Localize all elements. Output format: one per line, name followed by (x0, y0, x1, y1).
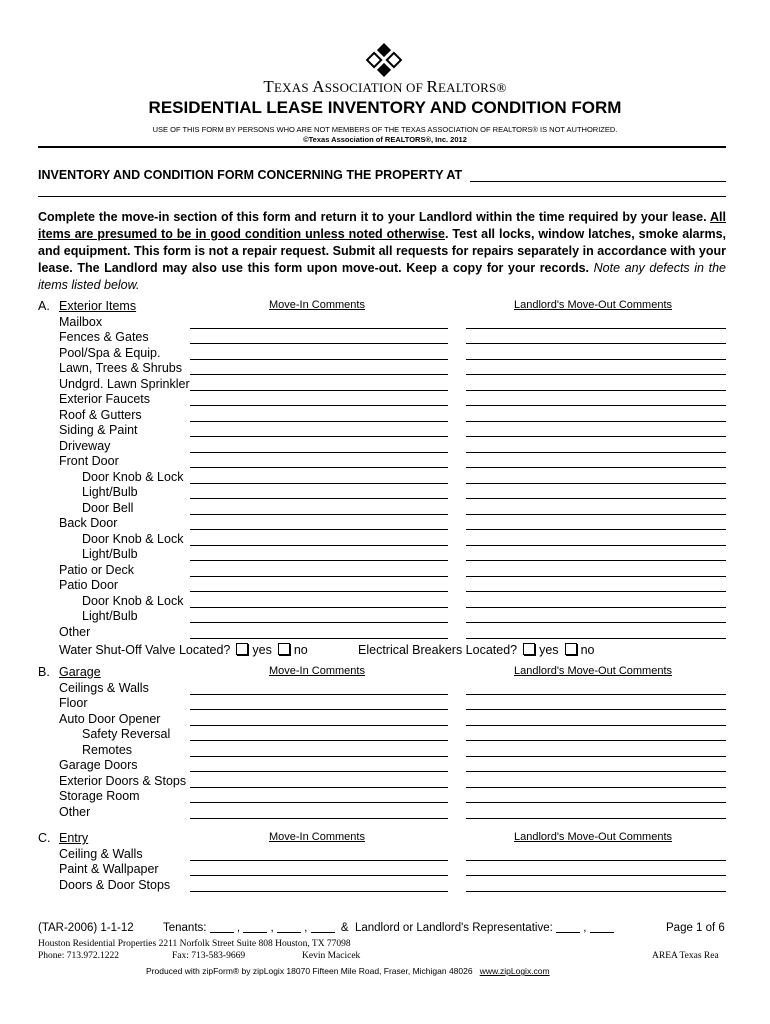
move-out-comment-field[interactable] (466, 359, 726, 360)
move-in-comment-field[interactable] (190, 328, 448, 329)
move-out-comment-field[interactable] (466, 343, 726, 344)
item-label: Patio or Deck (59, 562, 135, 577)
item-label: Light/Bulb (82, 547, 138, 561)
section-b-title: Garage (59, 665, 101, 679)
section-c-title: Entry (59, 831, 89, 845)
broker-company: Houston Residential Properties 2211 Norfolk Street Suite 808 Houston, TX 77098 (38, 939, 351, 949)
move-out-comment-field[interactable] (466, 622, 726, 623)
shutoff-valve-question: Water Shut-Off Valve Located? yes no (59, 643, 308, 657)
move-in-comment-field[interactable] (190, 694, 448, 695)
page-number: Page 1 of 6 (666, 922, 725, 934)
move-in-header-c: Move-In Comments (269, 831, 365, 843)
move-in-comment-field[interactable] (190, 467, 448, 468)
item-label: Front Door (59, 454, 119, 468)
move-in-comment-field[interactable] (190, 576, 448, 577)
move-in-comment-field[interactable] (190, 802, 448, 803)
move-out-header-c: Landlord's Move-Out Comments (514, 831, 672, 843)
move-in-comment-field[interactable] (190, 343, 448, 344)
move-in-comment-field[interactable] (190, 390, 448, 391)
breakers-yes-checkbox[interactable] (523, 643, 535, 655)
move-out-comment-field[interactable] (466, 818, 726, 819)
item-label: Pool/Spa & Equip. (59, 345, 161, 360)
move-in-comment-field[interactable] (190, 591, 448, 592)
move-in-comment-field[interactable] (190, 891, 448, 892)
move-out-comment-field[interactable] (466, 607, 726, 608)
move-out-comment-field[interactable] (466, 436, 726, 437)
move-in-comment-field[interactable] (190, 860, 448, 861)
landlord-initial-2[interactable] (590, 922, 614, 933)
move-in-comment-field[interactable] (190, 771, 448, 772)
instructions: Complete the move-in section of this form and return it to your Landlord within the time required by your lease. All items are presumed to be in good condition unless noted otherwise. Test all locks, window latches, smoke alarms, and equipment. This form is not a repair request. Submit all requests for repairs separately in accordance with your lease. The Landlord may also use this form upon move-out. Keep a copy for your records. Note any defects in the items listed below. (38, 210, 727, 292)
item-label: Exterior Faucets (59, 392, 151, 406)
move-in-comment-field[interactable] (190, 374, 448, 375)
move-in-comment-field[interactable] (190, 452, 448, 453)
move-out-comment-field[interactable] (466, 576, 726, 577)
move-in-comment-field[interactable] (190, 514, 448, 515)
item-label: Mailbox (59, 314, 103, 329)
move-in-comment-field[interactable] (190, 529, 448, 530)
item-label: Safety Reversal (82, 727, 171, 741)
organization-name: TEXAS ASSOCIATION OF REALTORS® (263, 77, 507, 96)
move-in-comment-field[interactable] (190, 787, 448, 788)
item-label: Light/Bulb (82, 485, 138, 499)
move-out-comment-field[interactable] (466, 875, 726, 876)
move-out-comment-field[interactable] (466, 591, 726, 592)
item-label: Siding & Paint (59, 423, 138, 437)
item-label: Door Knob & Lock (82, 593, 184, 608)
item-label: Undgrd. Lawn Sprinkler (59, 376, 190, 391)
item-label: Back Door (59, 516, 118, 530)
tenant-initial-3[interactable] (277, 922, 301, 933)
item-label: Ceilings & Walls (59, 680, 149, 695)
item-label: Driveway (59, 438, 111, 453)
property-address-field[interactable] (470, 181, 726, 182)
move-out-comment-field[interactable] (466, 390, 726, 391)
header-divider (38, 146, 726, 148)
move-out-comment-field[interactable] (466, 860, 726, 861)
move-out-comment-field[interactable] (466, 802, 726, 803)
item-label: Light/Bulb (82, 609, 138, 623)
item-label: Exterior Doors & Stops (59, 773, 187, 788)
move-out-comment-field[interactable] (466, 498, 726, 499)
item-label: Lawn, Trees & Shrubs (59, 361, 182, 375)
item-label: Door Bell (82, 500, 134, 515)
item-label: Door Knob & Lock (82, 531, 184, 546)
move-in-comment-field[interactable] (190, 498, 448, 499)
move-out-comment-field[interactable] (466, 483, 726, 484)
move-out-comment-field[interactable] (466, 514, 726, 515)
move-out-comment-field[interactable] (466, 545, 726, 546)
move-out-comment-field[interactable] (466, 328, 726, 329)
section-b-letter: B. (38, 665, 50, 679)
move-in-comment-field[interactable] (190, 818, 448, 819)
property-address-label: INVENTORY AND CONDITION FORM CONCERNING THE PROPERTY AT (38, 168, 463, 182)
move-in-comment-field[interactable] (190, 560, 448, 561)
breakers-no-checkbox[interactable] (565, 643, 577, 655)
item-label: Garage Doors (59, 758, 138, 772)
move-in-comment-field[interactable] (190, 638, 448, 639)
section-a-letter: A. (38, 299, 50, 313)
tenant-initials: Tenants: , , , & Landlord or Landlord's Representative: , (163, 922, 614, 934)
item-label: Doors & Door Stops (59, 877, 171, 892)
item-label: Other (59, 804, 91, 819)
item-label: Ceiling & Walls (59, 846, 143, 861)
move-out-comment-field[interactable] (466, 771, 726, 772)
produced-by: Produced with zipForm® by zipLogix 18070 Fifteen Mile Road, Fraser, Michigan 48026 www.zipLogix.com (146, 966, 550, 976)
move-in-comment-field[interactable] (190, 740, 448, 741)
move-out-comment-field[interactable] (466, 694, 726, 695)
move-out-comment-field[interactable] (466, 452, 726, 453)
form-title: RESIDENTIAL LEASE INVENTORY AND CONDITION FORM (148, 98, 622, 117)
move-in-comment-field[interactable] (190, 725, 448, 726)
move-in-comment-field[interactable] (190, 436, 448, 437)
move-in-header-a: Move-In Comments (269, 299, 365, 311)
move-out-header-b: Landlord's Move-Out Comments (514, 665, 672, 677)
property-address-field-line2[interactable] (38, 196, 726, 197)
move-in-header-b: Move-In Comments (269, 665, 365, 677)
item-label: Remotes (82, 742, 133, 757)
copyright: ©Texas Association of REALTORS®, Inc. 2012 (303, 135, 467, 144)
tenant-initial-1[interactable] (210, 922, 234, 933)
move-in-comment-field[interactable] (190, 622, 448, 623)
breakers-question: Electrical Breakers Located? yes no (358, 643, 595, 657)
move-out-comment-field[interactable] (466, 467, 726, 468)
form-id: (TAR-2006) 1-1-12 (38, 922, 134, 934)
broker-fax: Fax: 713-583-9669 (172, 951, 246, 961)
move-in-comment-field[interactable] (190, 405, 448, 406)
water-yes-checkbox[interactable] (236, 643, 248, 655)
item-label: Door Knob & Lock (82, 469, 184, 484)
move-in-comment-field[interactable] (190, 483, 448, 484)
tenant-initial-2[interactable] (243, 922, 267, 933)
water-no-checkbox[interactable] (278, 643, 290, 655)
move-in-comment-field[interactable] (190, 421, 448, 422)
move-in-comment-field[interactable] (190, 756, 448, 757)
item-label: Other (59, 624, 91, 639)
move-out-comment-field[interactable] (466, 740, 726, 741)
move-in-comment-field[interactable] (190, 359, 448, 360)
texas-realtors-logo (366, 42, 402, 78)
ziplogix-link[interactable]: www.zipLogix.com (479, 966, 550, 976)
move-in-comment-field[interactable] (190, 607, 448, 608)
move-out-comment-field[interactable] (466, 756, 726, 757)
move-out-comment-field[interactable] (466, 891, 726, 892)
move-in-comment-field[interactable] (190, 545, 448, 546)
move-out-comment-field[interactable] (466, 421, 726, 422)
usage-notice: USE OF THIS FORM BY PERSONS WHO ARE NOT MEMBERS OF THE TEXAS ASSOCIATION OF REALTORS® IS NOT AUTHORIZED. (152, 125, 618, 134)
item-label: Storage Room (59, 789, 140, 803)
item-label: Roof & Gutters (59, 407, 142, 422)
item-label: Floor (59, 696, 88, 710)
document-name: AREA Texas Rea (652, 951, 719, 961)
move-in-comment-field[interactable] (190, 875, 448, 876)
move-out-comment-field[interactable] (466, 560, 726, 561)
move-out-comment-field[interactable] (466, 405, 726, 406)
move-out-comment-field[interactable] (466, 725, 726, 726)
tenant-initial-4[interactable] (311, 922, 335, 933)
item-label: Fences & Gates (59, 330, 149, 344)
section-c-letter: C. (38, 831, 51, 845)
item-label: Patio Door (59, 578, 119, 592)
move-out-comment-field[interactable] (466, 374, 726, 375)
landlord-initial-1[interactable] (556, 922, 580, 933)
move-out-header-a: Landlord's Move-Out Comments (514, 299, 672, 311)
item-label: Auto Door Opener (59, 711, 161, 726)
broker-phone: Phone: 713.972.1222 (38, 951, 120, 961)
section-a-title: Exterior Items (59, 299, 137, 313)
move-out-comment-field[interactable] (466, 709, 726, 710)
move-in-comment-field[interactable] (190, 709, 448, 710)
move-out-comment-field[interactable] (466, 787, 726, 788)
move-out-comment-field[interactable] (466, 529, 726, 530)
move-out-comment-field[interactable] (466, 638, 726, 639)
item-label: Paint & Wallpaper (59, 862, 159, 876)
agent-name: Kevin Macicek (302, 951, 361, 961)
